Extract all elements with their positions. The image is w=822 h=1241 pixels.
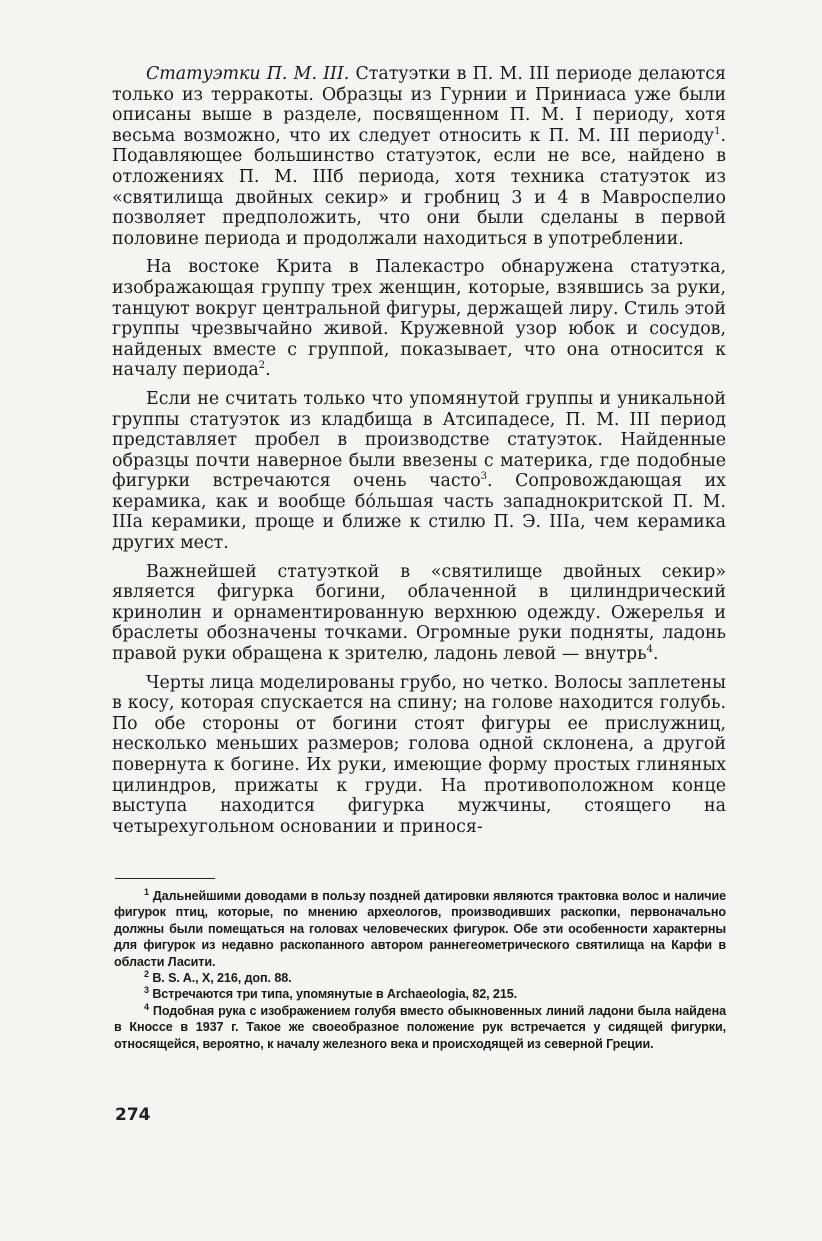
paragraph-tail: . bbox=[265, 360, 271, 381]
paragraph-text: На востоке Крита в Палекастро обнаружена статуэтка, изображающая группу трех женщин, которые, взявшись за руки, танцуют вокруг центральной фигуры, держащей лиру. Стиль этой группы чрезвычайно живой. Кружевной узор юбок и сосудов, найденых вместе с группой, показывает, что она относится к началу периода bbox=[112, 257, 726, 381]
footnote-3 bbox=[114, 986, 726, 1002]
paragraph-text: Если не считать только что упомянутой группы и уникальной группы статуэток из кладбища в Атсипадесе, П. М. III период представляет пробел в производстве статуэток. Найденные образцы почти наверное были ввезены с материка, где подобные фигурки встречаются очень часто bbox=[112, 388, 726, 492]
footnote-mark: 1 bbox=[144, 886, 149, 897]
paragraph-text: Статуэтки в П. М. III периоде делаются только из терракоты. Образцы из Гурнии и Приниаса уже были описаны выше в разделе, посвященном П. М. I периоду, хотя весьма возможно, что их следует относить к П. М. III периоду bbox=[112, 64, 726, 146]
footnotes bbox=[114, 888, 726, 1052]
paragraph-tail: . Подавляющее большинство статуэток, если не все, найдено в отложениях П. М. IIIб периода, хотя техника статуэток из «святилища двойных секир» и гробниц 3 и 4 в Мавроспелио позволяет предположить, что они были сделаны в первой половине периода и продолжали находиться в употреблении. bbox=[112, 125, 726, 249]
paragraph-4 bbox=[112, 562, 726, 665]
footnote-text: B. S. A., X, 216, доп. 88. bbox=[152, 971, 292, 986]
paragraph-tail: . Сопровождающая их керамика, как и вообще бо́льшая часть западнокритской П. М. IIIа керамики, проще и ближе к стилю П. Э. IIIа, чем керамика других мест. bbox=[112, 471, 726, 554]
footnote-mark: 2 bbox=[144, 968, 149, 979]
footnote-1 bbox=[114, 888, 726, 970]
footnote-4 bbox=[114, 1003, 726, 1052]
paragraph-2 bbox=[112, 257, 726, 381]
footnote-divider bbox=[115, 878, 215, 879]
paragraph-tail: . bbox=[653, 644, 659, 665]
main-text bbox=[112, 64, 726, 837]
footnote-text: Встречаются три типа, упомянутые в Archaeologia, 82, 215. bbox=[152, 987, 518, 1002]
paragraph-3 bbox=[112, 389, 726, 554]
paragraph-text: Важнейшей статуэткой в «святилище двойных секир» является фигурка богини, облаченной в цилиндрический кринолин и орнаментированную верхнюю одежду. Ожерелья и браслеты обозначены точками. Огромные руки подняты, ладонь правой руки обращена к зрителю, ладонь левой — внутрь bbox=[112, 561, 726, 665]
section-lead: Статуэтки П. М. III. bbox=[146, 64, 350, 84]
footnote-mark: 3 bbox=[144, 985, 149, 996]
page-number: 274 bbox=[115, 1105, 151, 1125]
footnote-text: Дальнейшими доводами в пользу поздней датировки являются трактовка волос и наличие фигурок птиц, которые, по мнению археологов, производивших раскопки, первоначально должны были помещаться на головах человеческих фигурок. Обе эти особенности характерны для фигурок из недавно раскопанного автором раннегеометрического святилища на Карфи в области Ласити. bbox=[114, 889, 726, 969]
footnote-ref: 4 bbox=[646, 644, 654, 656]
footnote-ref: 1 bbox=[714, 125, 721, 137]
footnote-mark: 4 bbox=[144, 1001, 149, 1012]
footnote-2 bbox=[114, 970, 726, 986]
paragraph-5 bbox=[112, 673, 726, 838]
paragraph-1 bbox=[112, 64, 726, 249]
footnote-ref: 3 bbox=[480, 471, 488, 483]
paragraph-text: Черты лица моделированы грубо, но четко. Волосы заплетены в косу, которая спускается на спину; на голове находится голубь. По обе стороны от богини стоят фигуры ее прислужниц, несколько меньших размеров; голова одной склонена, а другой повернута к богине. Их руки, имеющие форму простых глиняных цилиндров, прижаты к груди. На противоположном конце выступа находится фигурка мужчины, стоящего на четырехугольном основании и принося- bbox=[112, 672, 726, 837]
footnote-ref: 2 bbox=[258, 360, 266, 372]
footnote-text: Подобная рука с изображением голубя вместо обыкновенных линий ладони была найдена в Кноссе в 1937 г. Такое же своеобразное положение рук встречается у сидящей фигурки, относящейся, вероятно, к началу железного века и происходящей из северной Греции. bbox=[114, 1003, 726, 1051]
